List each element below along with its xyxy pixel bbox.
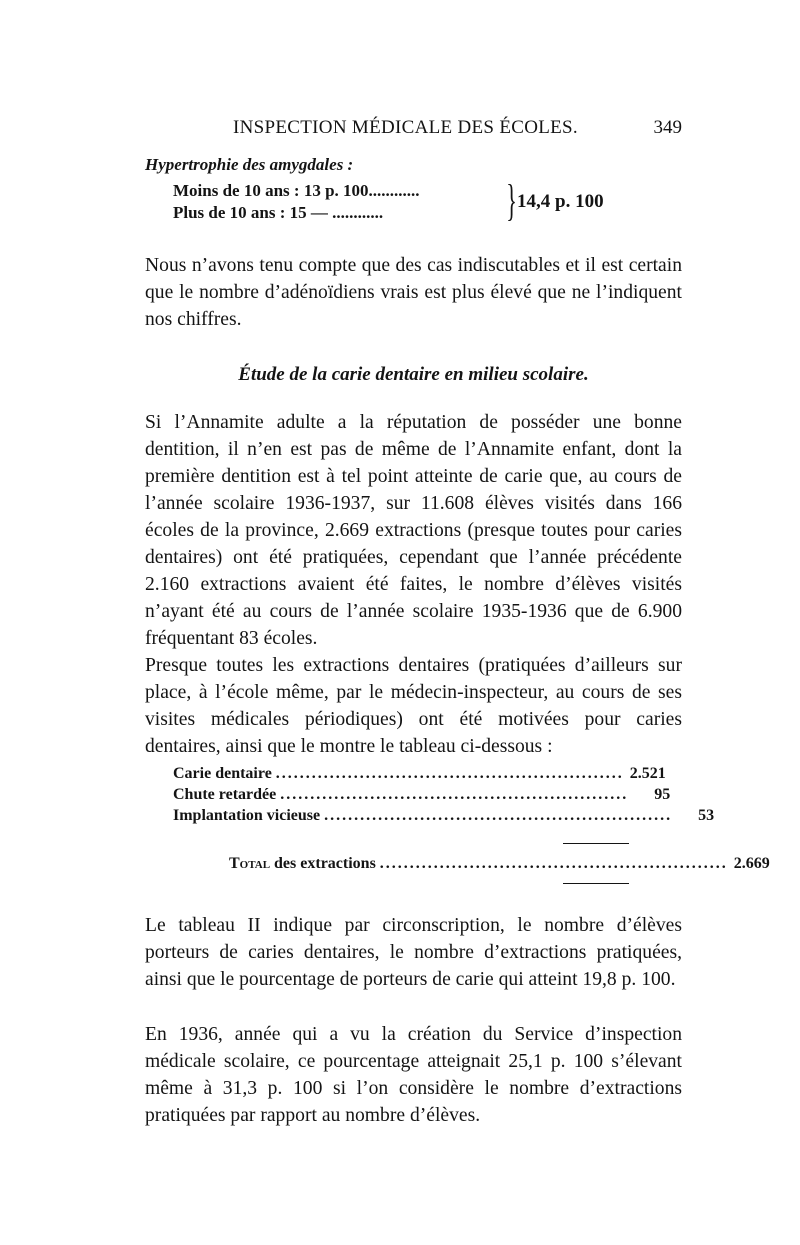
hypertrophie-result: 14,4 p. 100 [517, 191, 604, 212]
hypertrophie-lines [145, 176, 685, 225]
total-underline [563, 883, 629, 884]
total-row [229, 855, 770, 876]
paragraph-5-text: En 1936, année qui a vu la création du Service d’inspection médicale scolaire, ce pourcentage atteignait 25,1 p. 100 s’élevant même à 31,3 p. 100 si l’on considère le nombre d’extractions pratiquées par rapport au nombre d’élèves. [145, 1024, 682, 1126]
paragraph-3-text: Presque toutes les extractions dentaires (pratiquées d’ailleurs sur place, à l’école même, par le médecin-inspecteur, au cours de ses visites médicales périodiques) ont été motivées pour caries dentaires, ainsi que le montre le tableau ci-dessous : [145, 655, 682, 757]
total-value: 2.669 [733, 855, 770, 872]
section-title: Étude de la carie dentaire en milieu scolaire. [238, 364, 589, 385]
header-title: INSPECTION MÉDICALE DES ÉCOLES. [233, 117, 578, 138]
paragraph-4 [145, 912, 682, 993]
total-label: Total des extractions [229, 855, 376, 872]
paragraph-3 [145, 652, 682, 760]
brace-symbol: } [506, 176, 517, 225]
extractions-table [173, 765, 770, 872]
paragraph-1 [145, 252, 682, 333]
leader-dots: .......................................................... [324, 807, 673, 824]
paragraph-2-text: Si l’Annamite adulte a la réputation de posséder une bonne dentition, il n’en est pas de même de l’Annamite enfant, dont la première dentition est à tel point atteinte de carie que, au cours de l’année scolaire 1936-1937, sur 11.608 élèves visités dans 166 écoles de la province, 2.669 extractions (presque toutes pour caries dentaires) ont été pratiquées, cependant que l’année précédente 2.160 extractions avaient été faites, le nombre d’élèves visités n’ayant été au cours de l’année scolaire 1935-1936 que de 6.900 fréquentant 83 écoles. [145, 412, 682, 649]
page-number: 349 [653, 117, 682, 138]
row-label: Chute retardée [173, 786, 277, 803]
running-header [145, 117, 682, 147]
sum-rule [563, 843, 629, 844]
leader-dots: .......................................................... [275, 765, 624, 782]
leader-dots: .......................................................... [379, 855, 728, 872]
hypertrophie-line-1: Moins de 10 ans : 13 p. 100............ [173, 181, 420, 200]
row-label: Carie dentaire [173, 765, 272, 782]
row-value: 2.521 [629, 765, 666, 782]
paragraph-2 [145, 409, 682, 652]
row-label: Implantation vicieuse [173, 807, 321, 824]
row-value: 95 [654, 786, 671, 803]
paragraph-5 [145, 1021, 682, 1129]
hypertrophie-line-2: Plus de 10 ans : 15 — ............ [173, 203, 384, 222]
hypertrophie-title: Hypertrophie des amygdales : [145, 155, 354, 174]
table-row [173, 807, 715, 828]
paragraph-4-text: Le tableau II indique par circonscription, le nombre d’élèves porteurs de caries dentaires, le nombre d’extractions pratiquées, ainsi que le pourcentage de porteurs de carie qui atteint 19,8 p. 100. [145, 915, 682, 990]
leader-dots: .......................................................... [280, 786, 629, 803]
paragraph-1-text: Nous n’avons tenu compte que des cas indiscutables et il est certain que le nombre d’adénoïdiens vrais est plus élevé que ne l’indiquent nos chiffres. [145, 255, 682, 330]
row-value: 53 [698, 807, 715, 824]
table-row [173, 786, 671, 807]
hypertrophie-block [145, 155, 685, 225]
table-row [173, 765, 666, 786]
